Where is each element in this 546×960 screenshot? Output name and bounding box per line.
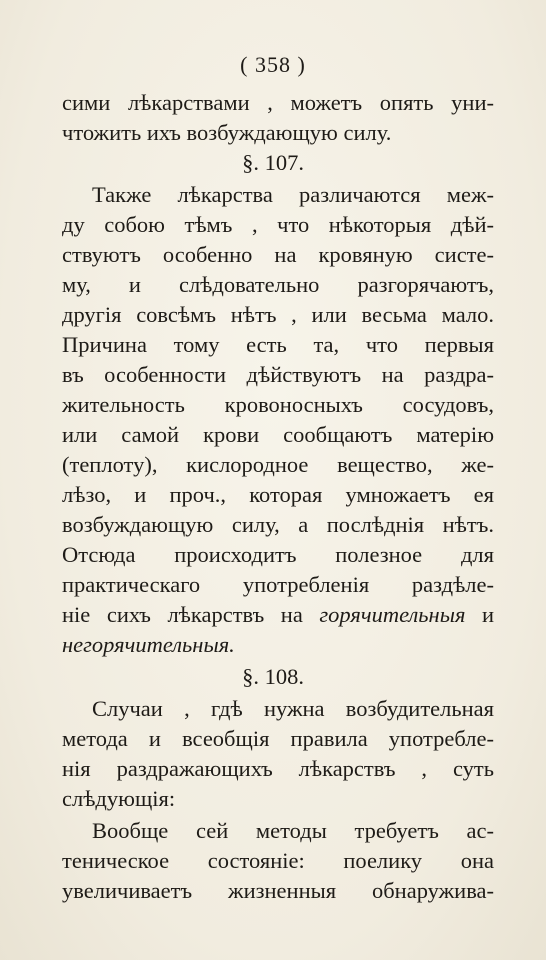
text-line: другія совсѣмъ нѣтъ , или весьма мало.: [62, 302, 494, 327]
text-line: слѣдующія:: [62, 786, 176, 811]
section-heading: §. 108.: [242, 664, 304, 689]
section-heading: §. 107.: [242, 150, 304, 175]
text-line: жительность кровоносныхъ сосудовъ,: [62, 392, 494, 417]
paragraph-first-line: Также лѣкарства различаются меж-: [92, 182, 494, 207]
text-line-with-italic: [62, 600, 494, 630]
text-line: ствуютъ особенно на кровяную систе-: [62, 242, 494, 267]
italic-term: горячительныя: [319, 602, 466, 627]
italic-term-line: негорячительныя.: [62, 632, 235, 657]
text-segment: ніе сихъ лѣкарствъ на: [62, 602, 303, 627]
text-line: метода и всеобщія правила употребле-: [62, 726, 494, 751]
text-line: въ особенности дѣйствуютъ на раздра-: [62, 362, 494, 387]
text-line: нія раздражающихъ лѣкарствъ , суть: [62, 756, 494, 781]
text-segment: и: [481, 602, 495, 627]
text-line: практическаго употребленія раздѣле-: [62, 572, 494, 597]
text-line: (теплоту), кислородное вещество, же-: [62, 452, 494, 477]
paragraph-first-line: Случаи , гдѣ нужна возбудительная: [92, 696, 494, 721]
text-line: возбуждающую силу, а послѣднія нѣтъ.: [62, 512, 494, 537]
text-line: му, и слѣдовательно разгорячаютъ,: [62, 272, 494, 297]
text-line: увеличиваетъ жизненныя обнаружива-: [62, 878, 494, 903]
text-line: Отсюда происходитъ полезное для: [62, 542, 494, 567]
text-line: теническое состояніе: поелику она: [62, 848, 494, 873]
text-line: ду собою тѣмъ , что нѣкоторыя дѣй-: [62, 212, 494, 237]
text-line: лѣзо, и проч., которая умножаетъ ея: [62, 482, 494, 507]
paragraph-first-line: Вообще сей методы требуетъ ас-: [92, 818, 494, 843]
text-line: чтожить ихъ возбуждающую силу.: [62, 120, 392, 145]
page-number: ( 358 ): [240, 52, 306, 77]
text-line: Причина тому есть та, что первыя: [62, 332, 494, 357]
text-line: сими лѣкарствами , можетъ опять уни-: [62, 90, 494, 115]
text-line: или самой крови сообщаютъ матерію: [62, 422, 494, 447]
